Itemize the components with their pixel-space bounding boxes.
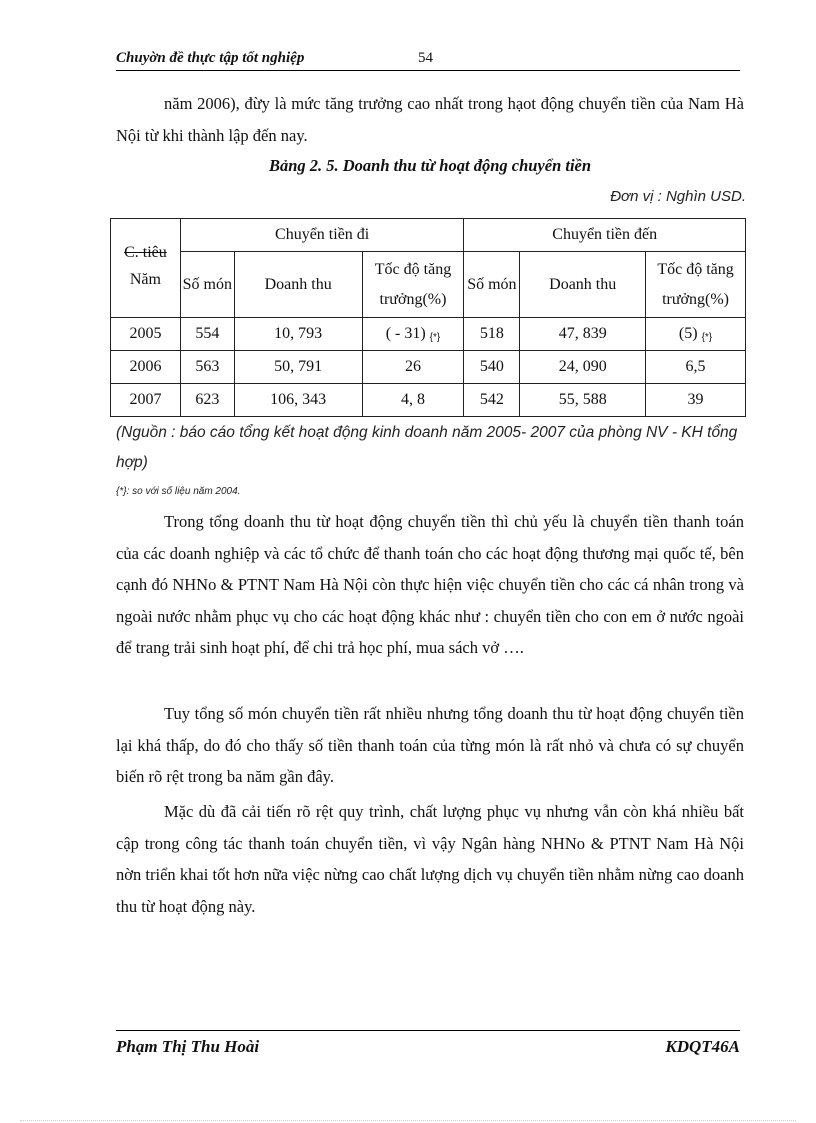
footnote-ref: {*} (429, 332, 441, 343)
col-header-growth: Tốc độ tăng trưởng(%) (646, 252, 746, 318)
corner-top: C. tiêu (124, 244, 167, 261)
cell-year: 2006 (111, 351, 181, 384)
unit-label: Đơn vị : Nghìn USD. (610, 188, 746, 205)
cell-in-count: 542 (464, 384, 520, 417)
cell-out-count: 563 (180, 351, 234, 384)
source-citation: (Nguồn : báo cáo tổng kết hoạt động kinh doanh năm 2005- 2007 của phòng NV - KH tổng hợp) (116, 424, 738, 471)
table-row (111, 318, 746, 351)
cell-out-count: 554 (180, 318, 234, 351)
cell-out-count: 623 (180, 384, 234, 417)
growth-value: ( - 31) (385, 325, 426, 342)
page-number: 54 (418, 50, 433, 66)
cell-in-revenue: 24, 090 (520, 351, 646, 384)
col-header-count: Số món (180, 252, 234, 318)
body-paragraph: Trong tổng doanh thu từ hoạt động chuyển tiền thì chủ yếu là chuyển tiền thanh toán của các doanh nghiệp và các tổ chức để thanh toán cho các hoạt động thương mại quốc tế, bên cạnh đó NHNo & PTNT Nam Hà Nội còn thực hiện việc chuyển tiền cho các cá nhân trong và ngoài nước nhằm phục vụ cho các hoạt động khác như : chuyển tiền cho con em ở nước ngoài để trang trải sinh hoạt phí, để chi trả học phí, mua sách vở …. (116, 512, 744, 657)
cell-in-count: 540 (464, 351, 520, 384)
col-header-revenue: Doanh thu (520, 252, 646, 318)
col-header-revenue: Doanh thu (234, 252, 362, 318)
col-header-growth: Tốc độ tăng trưởng(%) (362, 252, 464, 318)
corner-bottom: Năm (129, 271, 161, 288)
cell-in-revenue: 55, 588 (520, 384, 646, 417)
class-code: KDQT46A (665, 1037, 740, 1056)
cell-out-revenue: 10, 793 (234, 318, 362, 351)
page-bottom-border (20, 1120, 796, 1121)
page-footer (116, 1030, 740, 1061)
cell-year: 2007 (111, 384, 181, 417)
cell-in-count: 518 (464, 318, 520, 351)
cell-out-revenue: 106, 343 (234, 384, 362, 417)
cell-out-growth: 26 (362, 351, 464, 384)
growth-value: (5) (678, 325, 698, 342)
cell-in-revenue: 47, 839 (520, 318, 646, 351)
cell-out-growth (362, 318, 464, 351)
cell-in-growth: 6,5 (646, 351, 746, 384)
document-title: Chuyờn đề thực tập tốt nghiệp (116, 50, 305, 66)
cell-in-growth (646, 318, 746, 351)
footnote-ref: {*} (701, 332, 713, 343)
body-paragraph: Mặc dù đã cải tiến rõ rệt quy trình, chất lượng phục vụ nhưng vẫn còn khá nhiều bất cập trong công tác thanh toán chuyển tiền, vì vậy Ngân hàng NHNo & PTNT Nam Hà Nội nờn triển khai tốt hơn nữa việc nừng cao chất lượng dịch vụ chuyển tiền nhằm nừng cao doanh thu từ hoạt động này. (116, 802, 744, 916)
revenue-table (110, 218, 746, 417)
table-caption: Bảng 2. 5. Doanh thu từ hoạt động chuyển tiền (268, 156, 592, 175)
cell-out-revenue: 50, 791 (234, 351, 362, 384)
group-header-out: Chuyển tiền đi (180, 219, 464, 252)
col-header-count: Số món (464, 252, 520, 318)
cell-out-growth: 4, 8 (362, 384, 464, 417)
page-header (116, 48, 740, 71)
cell-in-growth: 39 (646, 384, 746, 417)
cell-year: 2005 (111, 318, 181, 351)
author-name: Phạm Thị Thu Hoài (116, 1037, 260, 1056)
footnote: {*}: so với số liệu năm 2004. (116, 486, 241, 497)
group-header-in: Chuyển tiền đến (464, 219, 746, 252)
body-paragraph: Tuy tổng số món chuyển tiền rất nhiều nhưng tổng doanh thu từ hoạt động chuyển tiền lại khá thấp, do đó cho thấy số tiền thanh toán của từng món là rất nhỏ và chưa có sự chuyển biến rõ rệt trong ba năm gần đây. (116, 704, 744, 786)
table-row (111, 351, 746, 384)
intro-paragraph: năm 2006), đừy là mức tăng trưởng cao nhất trong hạot động chuyển tiền của Nam Hà Nội từ khi thành lập đến nay. (116, 94, 744, 145)
corner-header (111, 219, 181, 318)
table-row (111, 384, 746, 417)
